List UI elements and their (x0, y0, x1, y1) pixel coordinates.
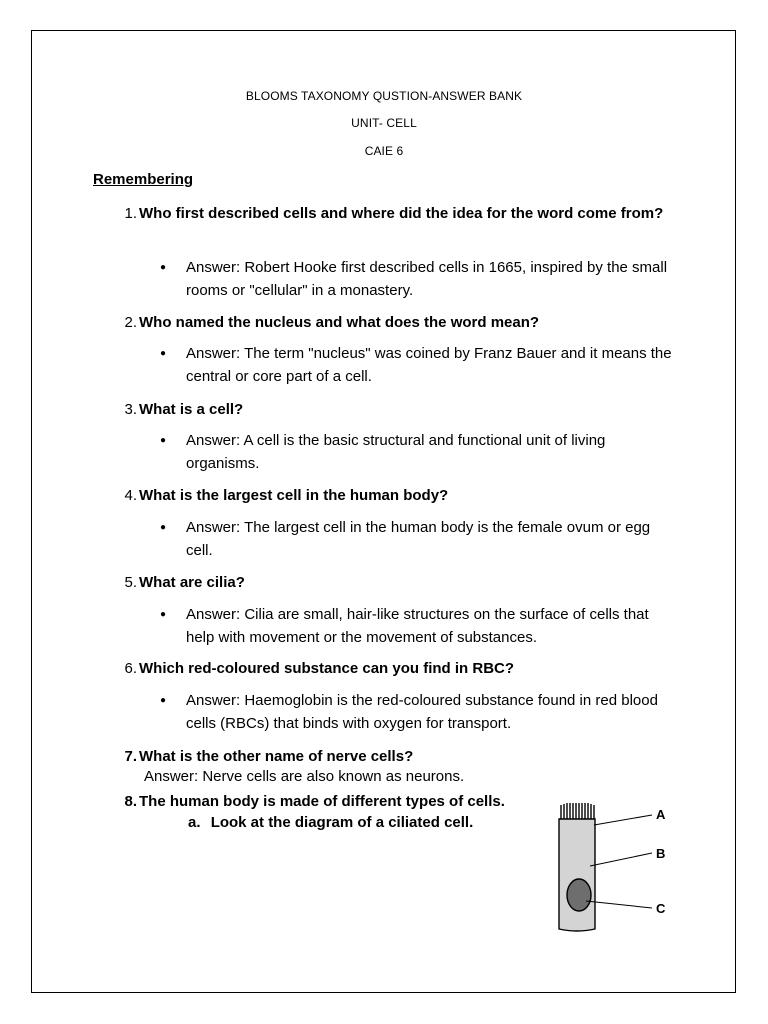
question-number: 8. (124, 793, 137, 810)
question-text: What is a cell? (139, 401, 244, 418)
question-number: 2. (124, 314, 137, 331)
question-number: 7. (124, 748, 137, 765)
question-text: Who named the nucleus and what does the word mean? (139, 314, 540, 331)
answer-text: Answer: The term "nucleus" was coined by Franz Bauer and it means the central or core part of a cell. (186, 345, 672, 385)
diagram-label-a: A (656, 807, 666, 822)
pointer-line-b (590, 853, 652, 866)
answer-7: Answer: Nerve cells are also known as neurons. (144, 768, 465, 785)
bullet-icon: ● (160, 695, 167, 706)
question-number: 6. (124, 660, 137, 677)
question-text: What is the largest cell in the human body? (139, 487, 449, 504)
question-2 (115, 311, 685, 334)
cilia-icon (561, 803, 594, 819)
question-number: 3. (124, 401, 137, 418)
question-number: 4. (124, 487, 137, 504)
question-text: Which red-coloured substance can you find in RBC? (139, 660, 515, 677)
bullet-icon: ● (160, 262, 167, 273)
answer-1 (160, 256, 680, 302)
question-1 (115, 202, 685, 225)
question-5 (115, 571, 685, 594)
answer-text: Answer: The largest cell in the human body is the female ovum or egg cell. (186, 519, 651, 559)
answer-6 (160, 689, 680, 735)
question-text: Who first described cells and where did the idea for the word come from? (139, 205, 664, 222)
sub-question-8a (188, 813, 473, 833)
answer-2 (160, 342, 680, 388)
answer-text: Answer: Robert Hooke first described cells in 1665, inspired by the small rooms or "cellular" in a monastery. (186, 259, 668, 299)
question-number: 5. (124, 574, 137, 591)
nucleus-icon (567, 879, 591, 911)
unit-label: UNIT- CELL (351, 116, 417, 130)
question-text: What are cilia? (139, 574, 245, 591)
diagram-label-b: B (656, 846, 666, 861)
answer-3 (160, 429, 680, 475)
question-text: What is the other name of nerve cells? (139, 748, 414, 765)
answer-5 (160, 603, 680, 649)
question-number: 1. (124, 205, 137, 222)
question-6 (115, 657, 685, 680)
pointer-line-a (594, 815, 652, 825)
question-4 (115, 484, 685, 507)
class-label: CAIE 6 (364, 144, 404, 158)
answer-text: Answer: Haemoglobin is the red-coloured substance found in red blood cells (RBCs) that binds with oxygen for transport. (186, 692, 658, 732)
section-title-remembering: Remembering (93, 171, 194, 188)
pointer-line-c (586, 901, 652, 908)
question-3 (115, 398, 685, 421)
bullet-icon: ● (160, 609, 167, 620)
bullet-icon: ● (160, 435, 167, 446)
bullet-icon: ● (160, 522, 167, 533)
ciliated-cell-diagram (548, 793, 678, 938)
question-text: The human body is made of different types of cells. (139, 793, 505, 810)
document-title: BLOOMS TAXONOMY QUSTION-ANSWER BANK (245, 89, 523, 103)
cell-body (559, 819, 595, 931)
diagram-label-c: C (656, 901, 666, 916)
sub-question-number: a. (188, 814, 201, 831)
answer-text: Answer: Cilia are small, hair-like structures on the surface of cells that help with movement or the movement of substances. (186, 606, 649, 646)
bullet-icon: ● (160, 348, 167, 359)
answer-text: Answer: A cell is the basic structural and functional unit of living organisms. (186, 432, 606, 472)
sub-question-text: Look at the diagram of a ciliated cell. (210, 814, 474, 831)
answer-4 (160, 516, 680, 562)
question-7 (115, 745, 685, 768)
